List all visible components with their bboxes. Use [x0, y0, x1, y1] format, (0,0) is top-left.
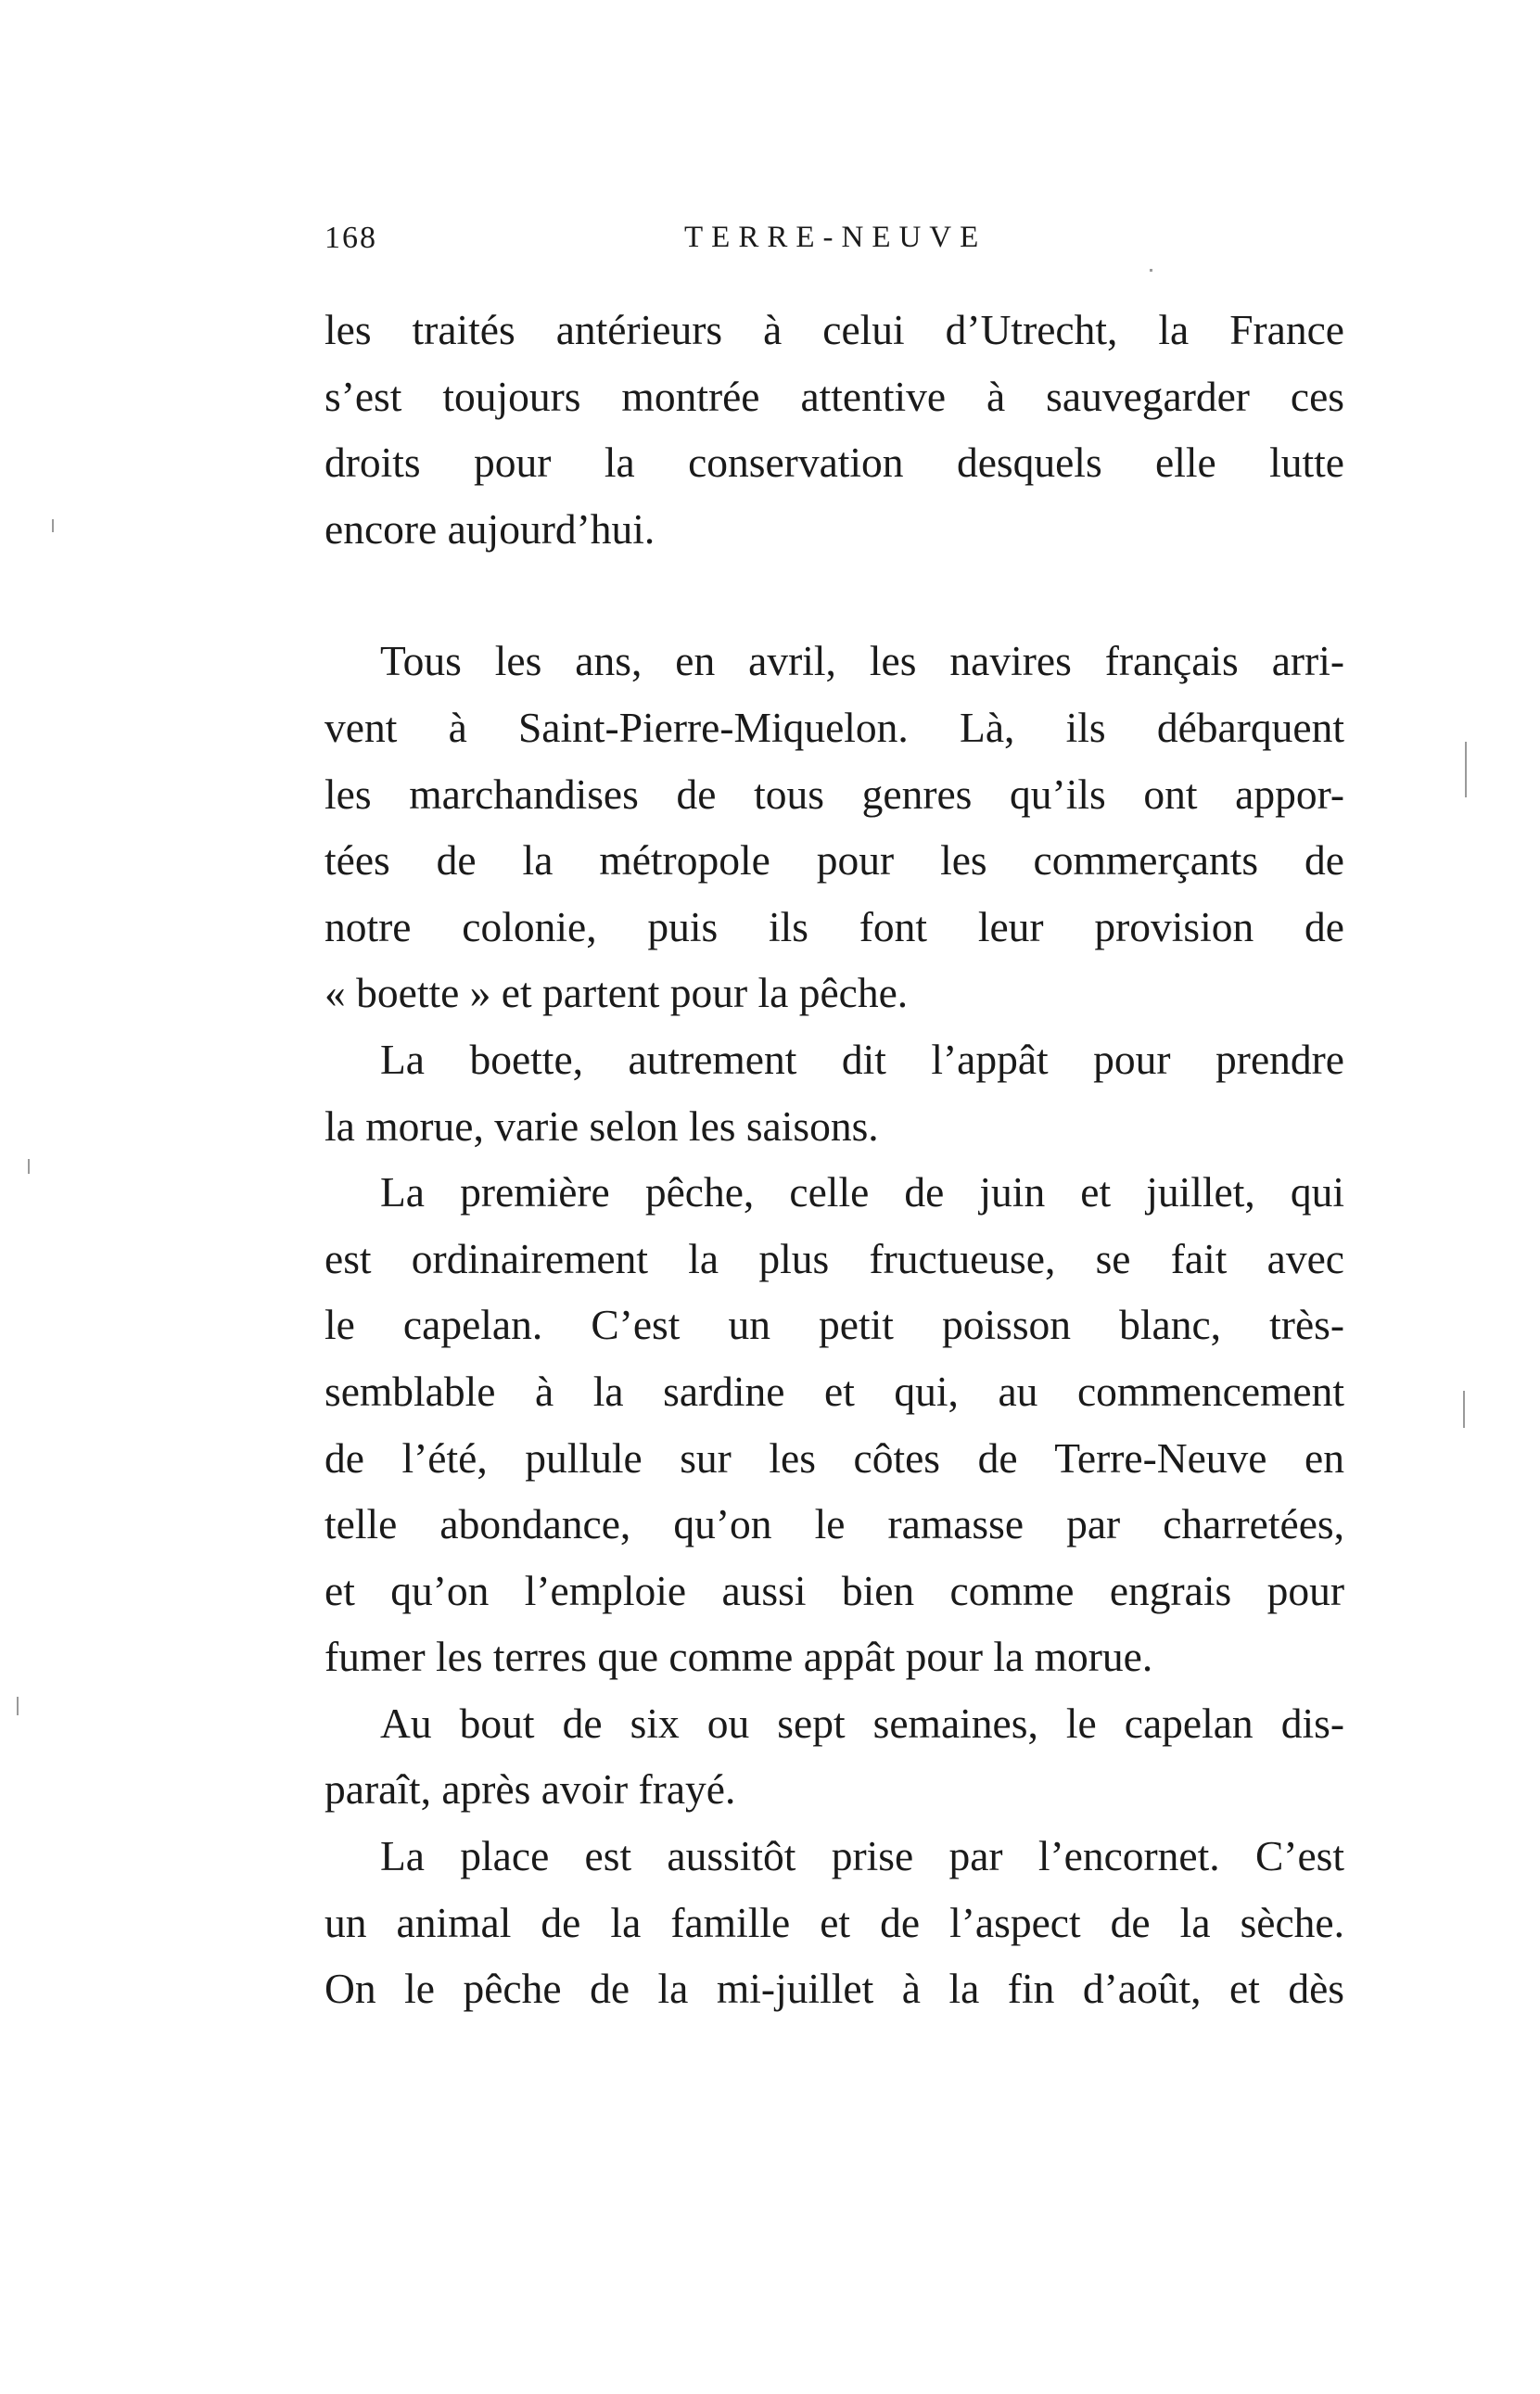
text-line: s’est toujours montrée attentive à sauvegarder ces [325, 372, 1344, 420]
text-line: encore aujourd’hui. [325, 504, 655, 553]
text-line: La boette, autrement dit l’appât pour prendre [380, 1035, 1344, 1083]
running-head [325, 221, 1344, 267]
text-line: les traités antérieurs à celui d’Utrecht, la France [325, 306, 1344, 353]
paragraph [325, 628, 1344, 1026]
text-line: vent à Saint-Pierre-Miquelon. Là, ils débarquent [325, 703, 1344, 751]
paragraph [325, 1026, 1344, 1159]
text-line: paraît, après avoir frayé. [325, 1765, 736, 1814]
text-line: droits pour la conservation desquels elle lutte [325, 439, 1344, 487]
text-line: On le pêche de la mi-juillet à la fin d’août, et dès [325, 1965, 1344, 2013]
scan-speck [28, 1159, 30, 1174]
paragraph [325, 1159, 1344, 1690]
text-line: Tous les ans, en avril, les navires français arri- [380, 637, 1344, 685]
text-line: et qu’on l’emploie aussi bien comme engrais pour [325, 1566, 1344, 1614]
text-line: est ordinairement la plus fructueuse, se fait avec [325, 1234, 1344, 1282]
scan-speck [1150, 269, 1152, 272]
scan-speck [1465, 742, 1467, 797]
text-line: la morue, varie selon les saisons. [325, 1101, 879, 1150]
text-line: La place est aussitôt prise par l’encornet. C’est [380, 1832, 1344, 1880]
body-text [325, 297, 1344, 2022]
scan-speck [52, 519, 54, 532]
page-number: 168 [325, 221, 377, 255]
running-title: TERRE-NEUVE [684, 221, 987, 254]
scan-speck [17, 1697, 19, 1715]
text-line: telle abondance, qu’on le ramasse par charretées, [325, 1500, 1344, 1548]
text-line: notre colonie, puis ils font leur provision de [325, 902, 1344, 950]
text-line: de l’été, pullule sur les côtes de Terre-Neuve en [325, 1433, 1344, 1482]
text-line: La première pêche, celle de juin et juillet, qui [380, 1168, 1344, 1216]
text-line: fumer les terres que comme appât pour la morue. [325, 1633, 1153, 1681]
paragraph [325, 297, 1344, 562]
text-line: Au bout de six ou sept semaines, le capelan dis- [380, 1699, 1344, 1747]
paragraph [325, 1690, 1344, 1823]
text-line: les marchandises de tous genres qu’ils ont appor- [325, 770, 1344, 818]
text-line: le capelan. C’est un petit poisson blanc, très- [325, 1301, 1344, 1349]
paragraph [325, 1823, 1344, 2022]
text-line: « boette » et partent pour la pêche. [325, 969, 909, 1017]
scan-speck [1463, 1391, 1465, 1428]
text-line: semblable à la sardine et qui, au commencement [325, 1367, 1344, 1415]
text-line: tées de la métropole pour les commerçants de [325, 836, 1344, 885]
text-line: un animal de la famille et de l’aspect de la sèche. [325, 1898, 1344, 1946]
